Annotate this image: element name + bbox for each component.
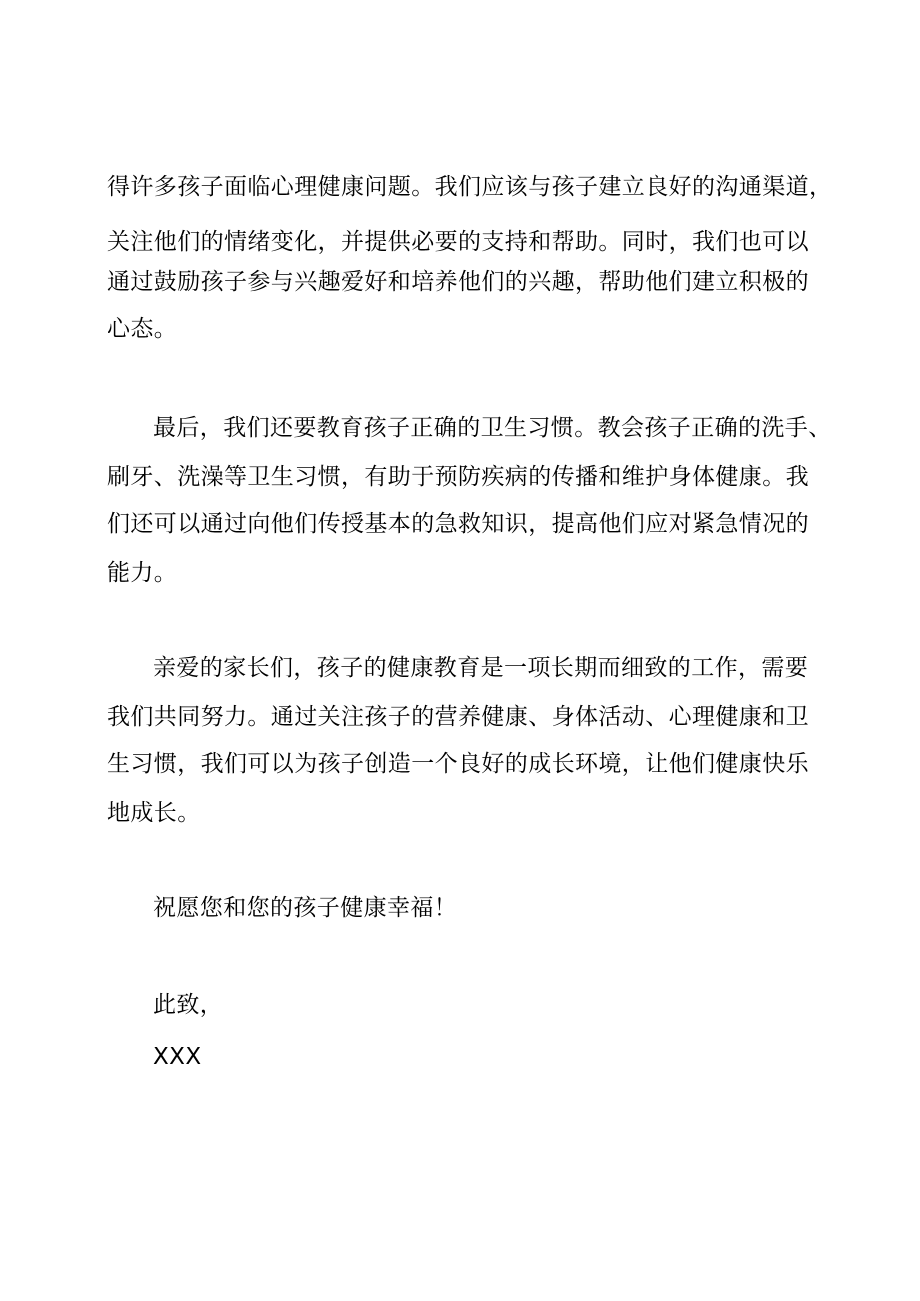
paragraph-2-line-4: 能力。 bbox=[107, 560, 178, 586]
paragraph-3-line-1: 亲爱的家长们，孩子的健康教育是一项长期而细致的工作，需要 bbox=[153, 655, 809, 681]
paragraph-1-line-3: 通过鼓励孩子参与兴趣爱好和培养他们的兴趣，帮助他们建立积极的 bbox=[107, 269, 809, 295]
paragraph-1-line-4: 心态。 bbox=[107, 316, 178, 342]
signature: XXX bbox=[153, 1044, 202, 1070]
closing-wish: 祝愿您和您的孩子健康幸福！ bbox=[153, 895, 458, 921]
paragraph-2-line-2: 刷牙、洗澡等卫生习惯，有助于预防疾病的传播和维护身体健康。我 bbox=[107, 464, 809, 490]
paragraph-3-line-4: 地成长。 bbox=[107, 800, 201, 826]
paragraph-2-line-3: 们还可以通过向他们传授基本的急救知识，提高他们应对紧急情况的 bbox=[107, 511, 809, 537]
paragraph-3-line-2: 我们共同努力。通过关注孩子的营养健康、身体活动、心理健康和卫 bbox=[107, 704, 809, 730]
closing-salutation: 此致， bbox=[153, 992, 224, 1018]
paragraph-3-line-3: 生习惯，我们可以为孩子创造一个良好的成长环境，让他们健康快乐 bbox=[107, 751, 809, 777]
paragraph-2-line-1: 最后，我们还要教育孩子正确的卫生习惯。教会孩子正确的洗手、 bbox=[153, 415, 832, 441]
paragraph-1-line-2: 关注他们的情绪变化，并提供必要的支持和帮助。同时，我们也可以 bbox=[107, 229, 809, 255]
paragraph-1-line-1: 得许多孩子面临心理健康问题。我们应该与孩子建立良好的沟通渠道， bbox=[107, 174, 833, 200]
